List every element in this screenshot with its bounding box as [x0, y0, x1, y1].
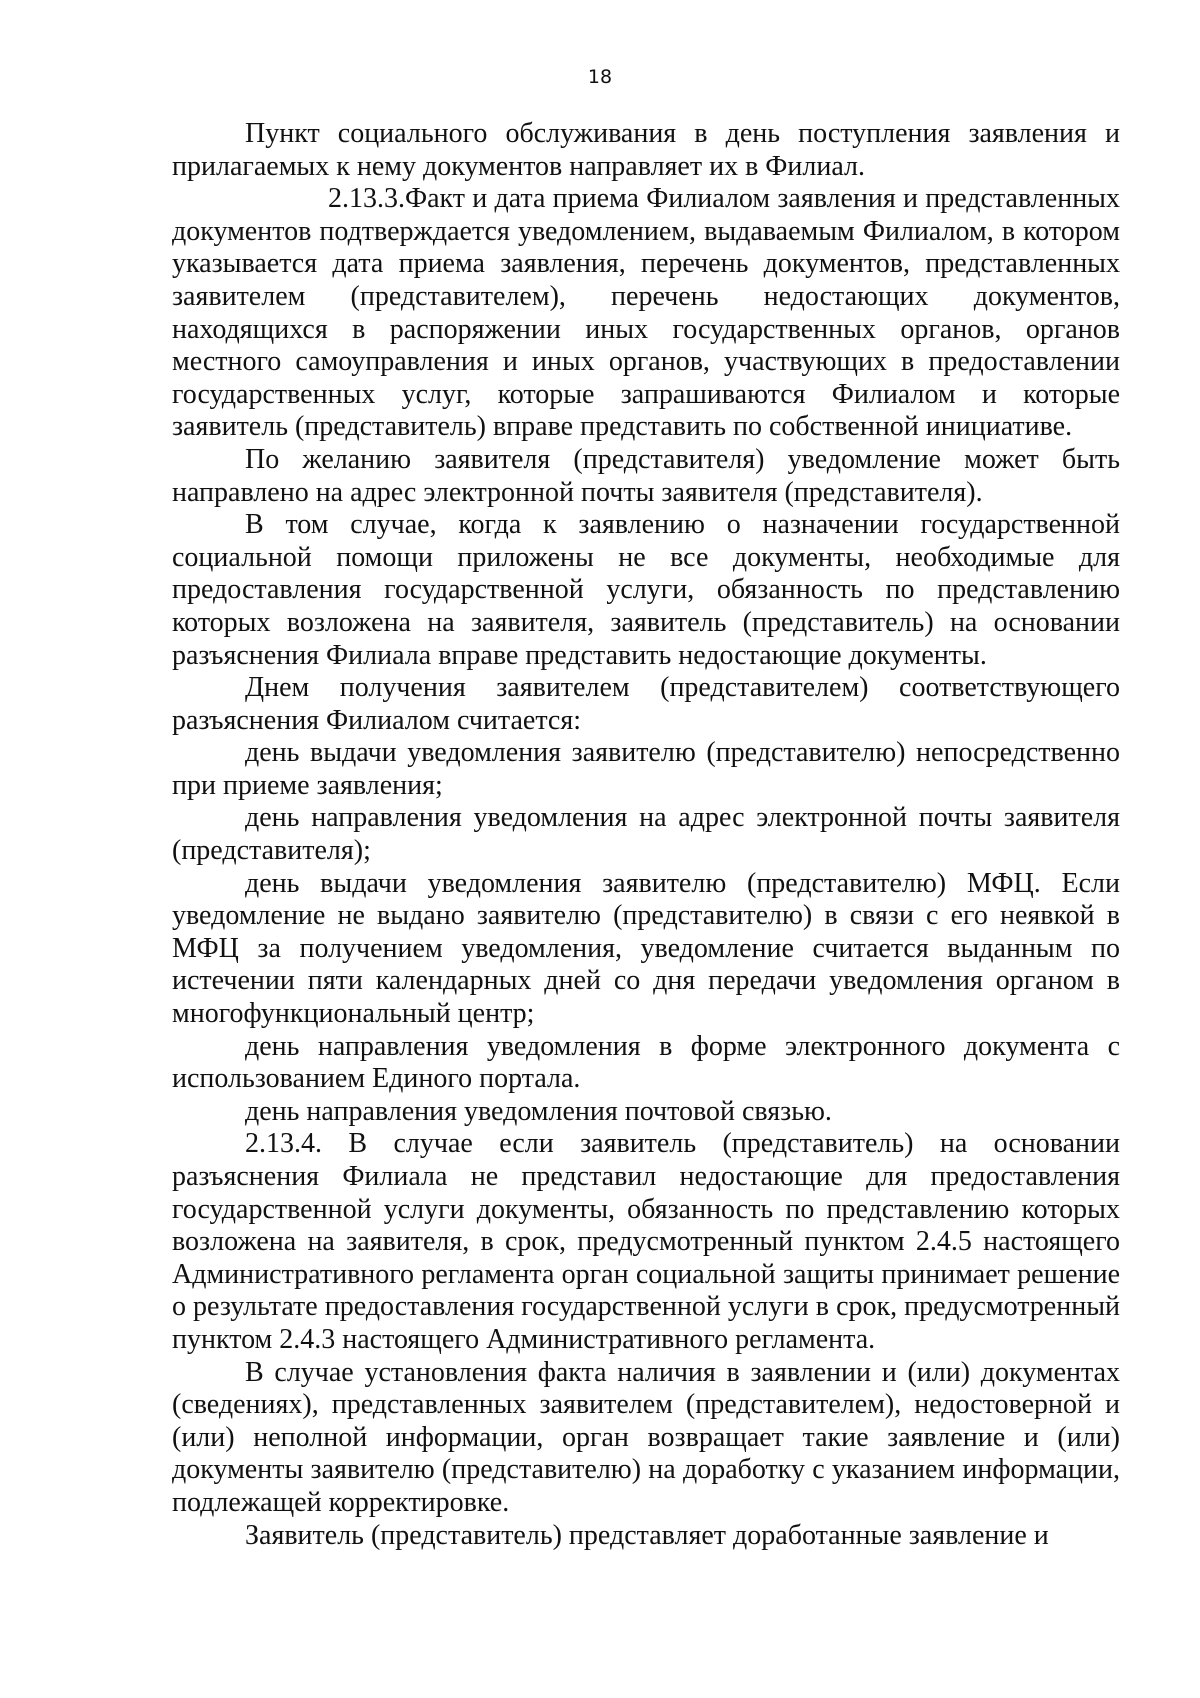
paragraph-12: В случае установления факта наличия в заявлении и (или) документах (сведениях), представленных заявителем (представителем), недостоверной и (или) неполной информации, орган возвращает такие заявление и (или) документы заявителю (представителю) на доработку с указанием информации, подлежащей корректировке.	[172, 1356, 1120, 1518]
paragraph-5: Днем получения заявителем (представителем) соответствующего разъяснения Филиалом считается:	[172, 672, 1120, 736]
paragraph-4: В том случае, когда к заявлению о назначении государственной социальной помощи приложены не все документы, необходимые для предоставления государственной услуги, обязанность по представлению которых возложена на заявителя, заявитель (представитель) на основании разъяснения Филиала вправе представить недостающие документы.	[172, 509, 1120, 671]
paragraph-7: день направления уведомления на адрес электронной почты заявителя (представителя);	[172, 802, 1120, 867]
paragraph-9: день направления уведомления в форме электронного документа с использованием Единого портала.	[172, 1030, 1120, 1095]
clause-number-2-13-3: 2.13.3.	[328, 183, 405, 215]
paragraph-10: день направления уведомления почтовой связью.	[245, 1095, 832, 1127]
document-body	[172, 118, 1120, 1552]
clause-text-2-13-4: В случае если заявитель (представитель) на основании разъяснения Филиала не представил недостающие для предоставления государственной услуги документы, обязанность по представлению которых возложена на заявителя, в срок, предусмотренный пунктом 2.4.5 настоящего Административного регламента орган социальной защиты принимает решение о результате предоставления государственной услуги в срок, предусмотренный пунктом 2.4.3 настоящего Административного регламента.	[172, 1128, 1121, 1355]
paragraph-3: По желанию заявителя (представителя) уведомление может быть направлено на адрес электронной почты заявителя (представителя).	[172, 443, 1120, 508]
paragraph-2-13-4	[172, 1128, 1120, 1356]
paragraph-2-13-3	[172, 183, 1120, 444]
clause-number-2-13-4: 2.13.4.	[245, 1128, 322, 1160]
paragraph-1: Пункт социального обслуживания в день поступления заявления и прилагаемых к нему документов направляет их в Филиал.	[172, 118, 1120, 182]
clause-text-2-13-3: Факт и дата приема Филиалом заявления и представленных документов подтверждается уведомлением, выдаваемым Филиалом, в котором указывается дата приема заявления, перечень документов, представленных заявителем (представителем), перечень недостающих документов, находящихся в распоряжении иных государственных органов, органов местного самоуправления и иных органов, участвующих в предоставлении государственных услуг, которые запрашиваются Филиалом и которые заявитель (представитель) вправе представить по собственной инициативе.	[172, 183, 1120, 443]
page-number: 18	[587, 66, 613, 88]
paragraph-8: день выдачи уведомления заявителю (представителю) МФЦ. Если уведомление не выдано заявителю (представителю) в связи с его неявкой в МФЦ за получением уведомления, уведомление считается выданным по истечении пяти календарных дней со дня передачи уведомления органом в многофункциональный центр;	[172, 867, 1120, 1030]
paragraph-6: день выдачи уведомления заявителю (представителю) непосредственно при приеме заявления;	[172, 737, 1120, 801]
paragraph-13: Заявитель (представитель) представляет доработанные заявление и	[245, 1519, 1049, 1551]
